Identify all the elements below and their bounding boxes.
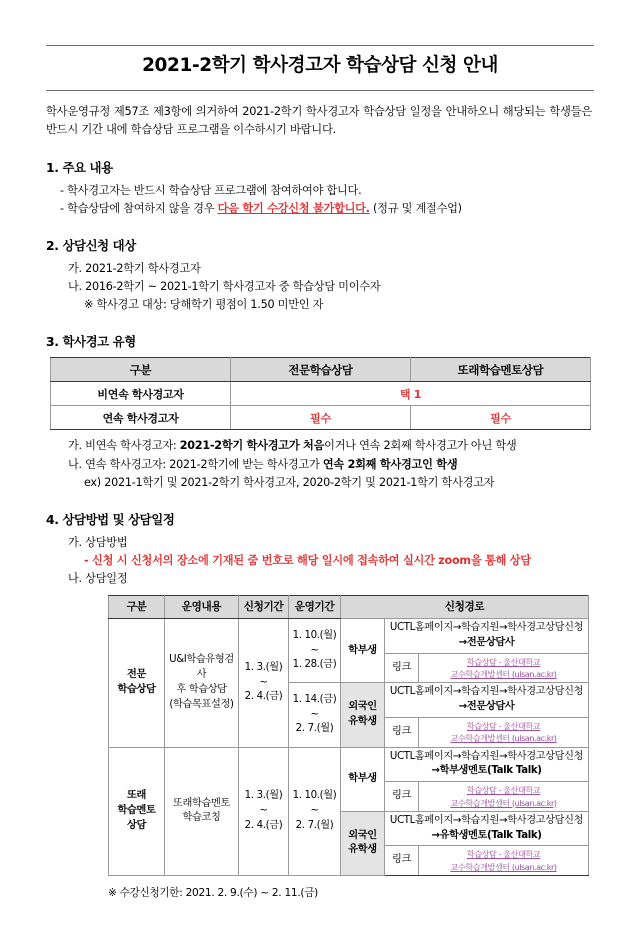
route-path-main: UCTL홈페이지→학습지원→학사경고상담신청	[389, 686, 584, 698]
cell-link-peer-undergrad[interactable]	[419, 782, 589, 812]
row-label-noncontinuous: 비연속 학사경고자	[51, 382, 231, 406]
section2-item-b: 나. 2016-2학기 ~ 2021-1학기 학사경고자 중 학습상담 미이수자	[68, 280, 381, 294]
section2-heading: 2. 상담신청 대상	[46, 238, 136, 254]
row-value-continuous-professional: 필수	[231, 406, 411, 430]
cell-route-path-peer-intl	[385, 811, 589, 846]
col-header-professional: 전문학습상담	[231, 358, 411, 382]
section3-note-b-pre: 나. 연속 학사경고자: 2021-2학기에 받는 학사경고가	[68, 457, 323, 471]
section1-bullet-2-post: (정규 및 계절수업)	[369, 201, 462, 215]
section4-heading: 4. 상담방법 및 상담일정	[46, 511, 175, 527]
cell-content-peer: 또래학습멘토 학습코칭	[165, 747, 239, 875]
route-path-main: UCTL홈페이지→학습지원→학사경고상담신청	[389, 622, 584, 634]
col-header-category: 구분	[109, 596, 165, 619]
intro-paragraph: 학사운영규정 제57조 제3항에 의거하여 2021-2학기 학사경고자 학습상담 일정을 안내하오니 해당되는 학생들은 반드시 기간 내에 학습상담 프로그램을 이수하시기 바랍니다.	[46, 105, 592, 137]
section3-note-a-post: 이거나 연속 2회째 학사경고가 아닌 학생	[324, 439, 517, 453]
row-label-continuous: 연속 학사경고자	[51, 406, 231, 430]
cell-route-path-peer-undergrad	[385, 747, 589, 782]
link-text-line2[interactable]: 교수학습개발센터 (ulsan.ac.kr)	[450, 861, 557, 872]
section4-item-a-detail: - 신청 시 신청서의 장소에 기재된 줌 번호로 해당 일시에 접속하여 실시간 zoom을 통해 상담	[84, 554, 531, 568]
warning-type-table	[50, 357, 591, 430]
cell-content-professional: U&I학습유형검사 후 학습상담 (학습목표설정)	[165, 619, 239, 747]
cell-student-type-undergrad: 학부생	[341, 619, 385, 683]
section3-note-b	[46, 456, 594, 474]
route-path-tail: →전문상담사	[458, 701, 515, 713]
col-header-category: 구분	[51, 358, 231, 382]
row-value-noncontinuous-choice: 택 1	[231, 382, 591, 406]
cell-apply-period-professional: 1. 3.(월) ~ 2. 4.(금)	[239, 619, 289, 747]
schedule-table-body	[109, 619, 589, 876]
section3-note-a-bold: 2021-2학기 학사경고가 처음	[179, 439, 325, 453]
cell-student-type-intl: 외국인 유학생	[341, 683, 385, 747]
cell-student-type-peer-intl: 외국인 유학생	[341, 811, 385, 875]
section3-note-a	[46, 437, 594, 455]
cell-link-label-prof-intl: 링크	[385, 718, 419, 748]
section1-bullet-1: - 학사경고자는 반드시 학습상담 프로그램에 참여하여야 합니다.	[60, 183, 362, 197]
cell-route-path-prof-intl	[385, 683, 589, 718]
section3-note-b-bold: 연속 2회째 학사경고인 학생	[322, 457, 458, 471]
cell-link-prof-undergrad[interactable]	[419, 653, 589, 683]
route-path-main: UCTL홈페이지→학습지원→학사경고상담신청	[389, 814, 584, 826]
cell-oper-period-intl: 1. 14.(금) ~ 2. 7.(월)	[289, 683, 341, 747]
cell-category-peer: 또래 학습멘토 상담	[109, 747, 165, 875]
document-page	[0, 45, 640, 949]
cell-link-peer-intl[interactable]	[419, 846, 589, 876]
link-text-line2[interactable]: 교수학습개발센터 (ulsan.ac.kr)	[450, 733, 557, 744]
section1-heading: 1. 주요 내용	[46, 159, 113, 175]
route-path-tail: →유학생멘토(Talk Talk)	[431, 829, 542, 841]
route-path-tail: →학부생멘토(Talk Talk)	[431, 765, 542, 777]
col-header-apply-route: 신청경로	[341, 596, 589, 619]
section4-item-a: 가. 상담방법	[68, 535, 128, 549]
section4-item-b: 나. 상담일정	[68, 572, 128, 586]
schedule-table	[108, 595, 589, 876]
cell-link-label-prof-undergrad: 링크	[385, 653, 419, 683]
header-rule-bottom	[46, 90, 594, 91]
col-header-peer-mentor: 또래학습멘토상담	[411, 358, 591, 382]
section1-bullet-2-emphasis: 다음 학기 수강신청 불가합니다.	[217, 201, 370, 215]
table-row	[109, 619, 589, 654]
route-path-main: UCTL홈페이지→학습지원→학사경고상담신청	[389, 750, 584, 762]
section1-bullet-2	[46, 200, 594, 218]
cell-link-label-peer-undergrad: 링크	[385, 782, 419, 812]
link-text-line1[interactable]: 학습상담 - 울산대학교	[466, 849, 541, 860]
table-row	[109, 747, 589, 782]
section3-note-b-example: ex) 2021-1학기 및 2021-2학기 학사경고자, 2020-2학기 및 2021-1학기 학사경고자	[84, 475, 495, 489]
section-method-schedule	[46, 510, 594, 900]
section3-heading: 3. 학사경고 유형	[46, 334, 136, 350]
section-main-content	[46, 158, 594, 218]
cell-oper-period-undergrad: 1. 10.(월) ~ 1. 28.(금)	[289, 619, 341, 683]
section2-item-note: ※ 학사경고 대상: 당해학기 평점이 1.50 미만인 자	[84, 298, 324, 312]
schedule-footer-note: ※ 수강신청기한: 2021. 2. 9.(수) ~ 2. 11.(금)	[108, 886, 318, 899]
section-eligibility	[46, 236, 594, 314]
section3-note-a-pre: 가. 비연속 학사경고자:	[68, 439, 180, 453]
table-row	[51, 382, 591, 406]
col-header-apply-period: 신청기간	[239, 596, 289, 619]
cell-link-prof-intl[interactable]	[419, 718, 589, 748]
table-header-row	[109, 596, 589, 619]
cell-oper-period-peer: 1. 10.(월) ~ 2. 7.(월)	[289, 747, 341, 875]
link-text-line1[interactable]: 학습상담 - 울산대학교	[466, 656, 541, 667]
cell-student-type-peer-undergrad: 학부생	[341, 747, 385, 811]
cell-route-path-prof-undergrad	[385, 619, 589, 654]
table-header-row	[51, 358, 591, 382]
section2-item-a: 가. 2021-2학기 학사경고자	[68, 262, 201, 276]
table-row	[51, 406, 591, 430]
link-text-line1[interactable]: 학습상담 - 울산대학교	[466, 721, 541, 732]
row-value-continuous-peer: 필수	[411, 406, 591, 430]
cell-category-professional: 전문 학습상담	[109, 619, 165, 747]
cell-apply-period-peer: 1. 3.(월) ~ 2. 4.(금)	[239, 747, 289, 875]
col-header-oper-period: 운영기간	[289, 596, 341, 619]
route-path-tail: →전문상담사	[458, 637, 515, 649]
page-title: 2021-2학기 학사경고자 학습상담 신청 안내	[142, 55, 498, 76]
section-warning-types	[46, 332, 594, 491]
section1-bullet-2-pre: - 학습상담에 참여하지 않을 경우	[60, 201, 218, 215]
link-text-line2[interactable]: 교수학습개발센터 (ulsan.ac.kr)	[450, 797, 557, 808]
link-text-line2[interactable]: 교수학습개발센터 (ulsan.ac.kr)	[450, 669, 557, 680]
link-text-line1[interactable]: 학습상담 - 울산대학교	[466, 785, 541, 796]
col-header-content: 운영내용	[165, 596, 239, 619]
cell-link-label-peer-intl: 링크	[385, 846, 419, 876]
